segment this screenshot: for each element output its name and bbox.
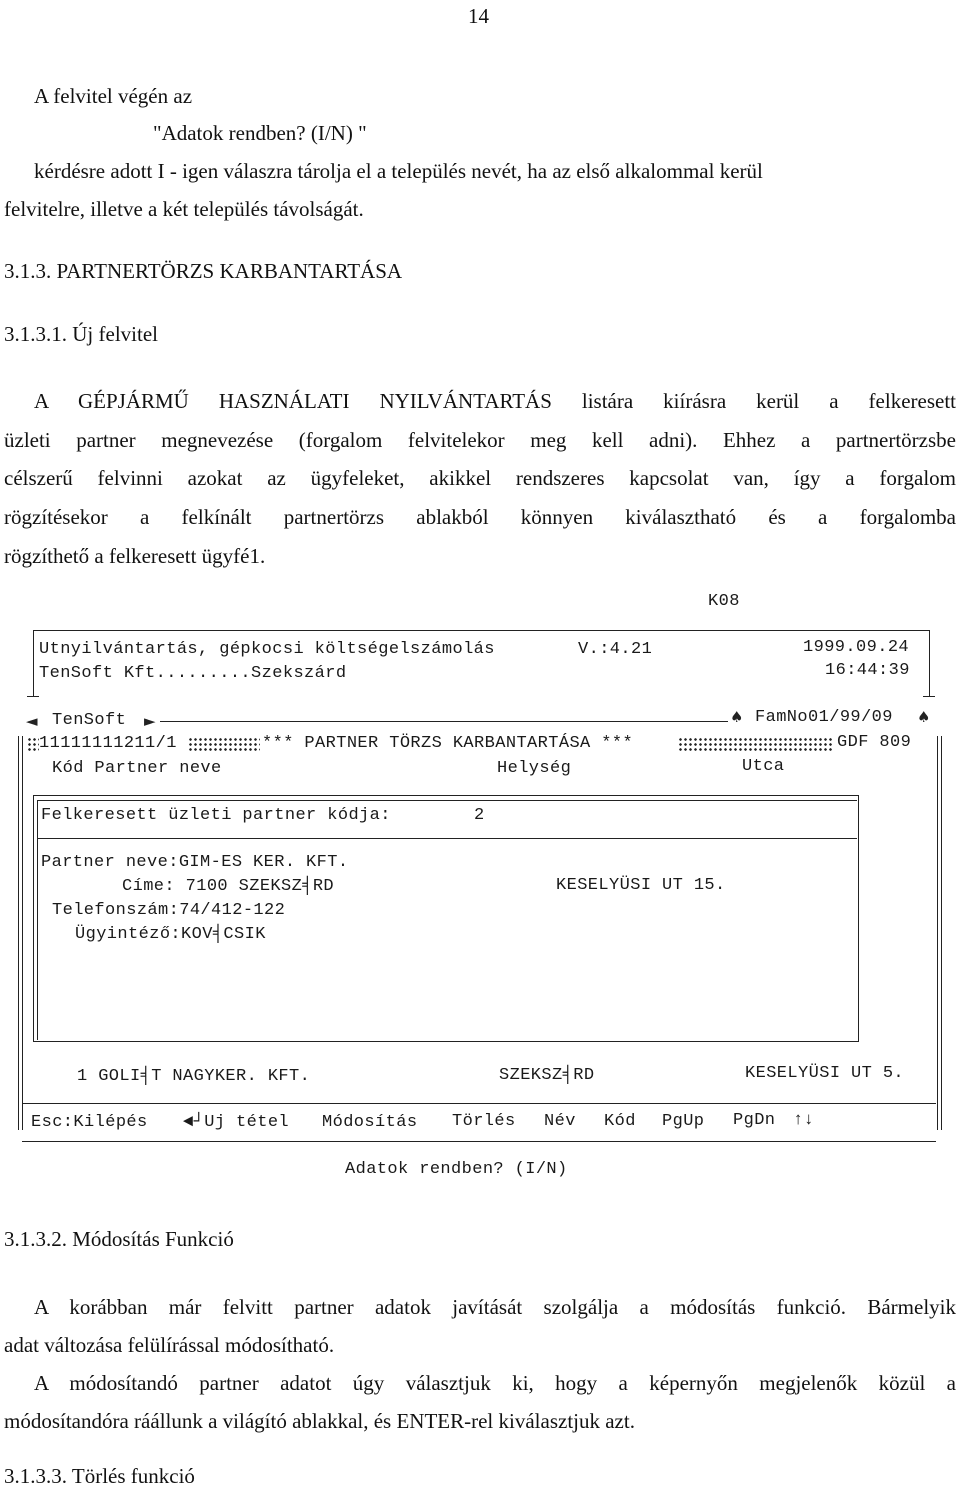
intro-line-4: felvitelre, illetve a két település távolságát. [4, 197, 364, 221]
app-title: Utnyilvántartás, gépkocsi költségelszámolás [39, 640, 495, 659]
para-line: adat változása felülírással módosítható. [4, 1333, 335, 1357]
left-double-border [18, 798, 23, 1130]
para-line: rögzíthető a felkeresett ügyfé1. [4, 543, 266, 568]
left-arrow-icon[interactable]: ◄ [26, 712, 38, 730]
scroll-arrows-icon[interactable]: ↑↓ [793, 1111, 815, 1130]
para-line: rögzítésekor a felkínált partnertörzs ablakból könnyen kiválasztható és a forgalomba [4, 505, 956, 530]
shade-pattern [188, 737, 260, 751]
name-sort-button[interactable]: Név [544, 1112, 576, 1131]
header-left-border [33, 630, 34, 696]
paragraph-new-entry [4, 382, 956, 576]
shade-pattern [678, 737, 834, 751]
spade-icon: ♠ [917, 708, 931, 726]
right-double-border [937, 798, 942, 1130]
column-header-code-name: Kód Partner neve [52, 759, 222, 778]
search-input[interactable]: 2 [474, 806, 485, 825]
screen-title: *** PARTNER TÖRZS KARBANTARTÁSA *** [262, 734, 634, 753]
header-foot-right [923, 696, 935, 697]
dialog-inner-top [37, 800, 857, 801]
intro-line-1: A felvitel végén az [34, 84, 193, 108]
page-up-button[interactable]: PgUp [662, 1112, 705, 1131]
para-line: A korábban már felvitt partner adatok javítását szolgálja a módosítás funkció. Bármelyik [34, 1295, 956, 1319]
new-item-button[interactable]: ◄┘Uj tétel [183, 1113, 290, 1132]
para-line: A módosítandó partner adatot úgy választjuk ki, hogy a képernyőn megjelenők közül a [34, 1371, 956, 1395]
menu-rule-bottom [22, 1141, 936, 1142]
column-header-street: Utca [742, 757, 785, 776]
para-line: A GÉPJÁRMŰ HASZNÁLATI NYILVÁNTARTÁS listára kiírásra kerül a felkeresett [34, 389, 956, 413]
para-line: módosítandóra ráállunk a világító ablakkal, és ENTER-rel kiválasztjuk azt. [4, 1409, 635, 1433]
gdf-code: GDF 809 [837, 733, 912, 752]
contact-field[interactable]: Ügyintéző:KOV╡CSIK [75, 925, 266, 944]
menu-rule-top [22, 1103, 936, 1104]
table-row[interactable]: 1 GOLI╡T NAGYKER. KFT. [77, 1067, 311, 1086]
delete-button[interactable]: Törlés [452, 1112, 516, 1131]
phone-field[interactable]: Telefonszám:74/412-122 [52, 901, 286, 920]
search-label: Felkeresett üzleti partner kódja: [41, 806, 391, 825]
screen-time: 16:44:39 [825, 661, 910, 680]
intro-line-2: "Adatok rendben? (I/N) " [153, 121, 367, 145]
left-double-border [18, 736, 23, 798]
code-sort-button[interactable]: Kód [604, 1112, 636, 1131]
subsection-heading-new: 3.1.3.1. Új felvitel [4, 322, 158, 346]
company-name: TenSoft Kft.........Szekszárd [39, 664, 347, 683]
nav-label: TenSoft [52, 711, 127, 730]
dialog-divider [37, 838, 857, 839]
page-number: 14 [468, 4, 489, 28]
app-version: V.:4.21 [578, 640, 653, 659]
page-down-button[interactable]: PgDn [733, 1111, 776, 1130]
header-top-border [33, 630, 930, 631]
street-field[interactable]: KESELYÜSI UT 15. [556, 876, 726, 895]
header-right-border [929, 630, 930, 696]
confirm-prompt: Adatok rendben? (I/N) [345, 1160, 568, 1179]
user-code: 11111111211/1 [39, 734, 177, 753]
subsection-heading-delete: 3.1.3.3. Törlés funkció [4, 1464, 195, 1488]
column-header-city: Helység [497, 759, 572, 778]
nav-rule [160, 721, 728, 722]
screen-code: K08 [708, 592, 740, 611]
table-row-city: SZEKSZ╡RD [499, 1066, 595, 1085]
intro-line-3: kérdésre adott I - igen válaszra tárolja el a település nevét, ha az első alkalommal kerül [34, 159, 763, 183]
table-row-street: KESELYÜSI UT 5. [745, 1064, 905, 1083]
section-heading: 3.1.3. PARTNERTÖRZS KARBANTARTÁSA [4, 259, 403, 283]
right-arrow-icon[interactable]: ► [144, 712, 156, 730]
modify-button[interactable]: Módosítás [322, 1113, 418, 1132]
address-field[interactable]: Címe: 7100 SZEKSZ╡RD [122, 877, 335, 896]
shade-pattern [27, 737, 39, 751]
dialog-inner-left [37, 800, 38, 1040]
paragraph-modify [4, 1288, 956, 1440]
subsection-heading-modify: 3.1.3.2. Módosítás Funkció [4, 1227, 234, 1251]
partner-name-field[interactable]: Partner neve:GIM-ES KER. KFT. [41, 853, 349, 872]
spade-icon: ♠ [730, 708, 744, 726]
header-foot-left [27, 696, 39, 697]
right-double-border [937, 736, 942, 798]
para-line: célszerű felvinni azokat az ügyfeleket, akikkel rendszeres kapcsolat van, így a forgalom [4, 466, 956, 491]
esc-exit-button[interactable]: Esc:Kilépés [31, 1113, 148, 1132]
para-line: üzleti partner megnevezése (forgalom felvitelekor meg kell adni). Ehhez a partnertörzsbe [4, 427, 956, 452]
screen-date: 1999.09.24 [803, 638, 910, 657]
fam-number: FamNo01/99/09 [755, 708, 893, 727]
